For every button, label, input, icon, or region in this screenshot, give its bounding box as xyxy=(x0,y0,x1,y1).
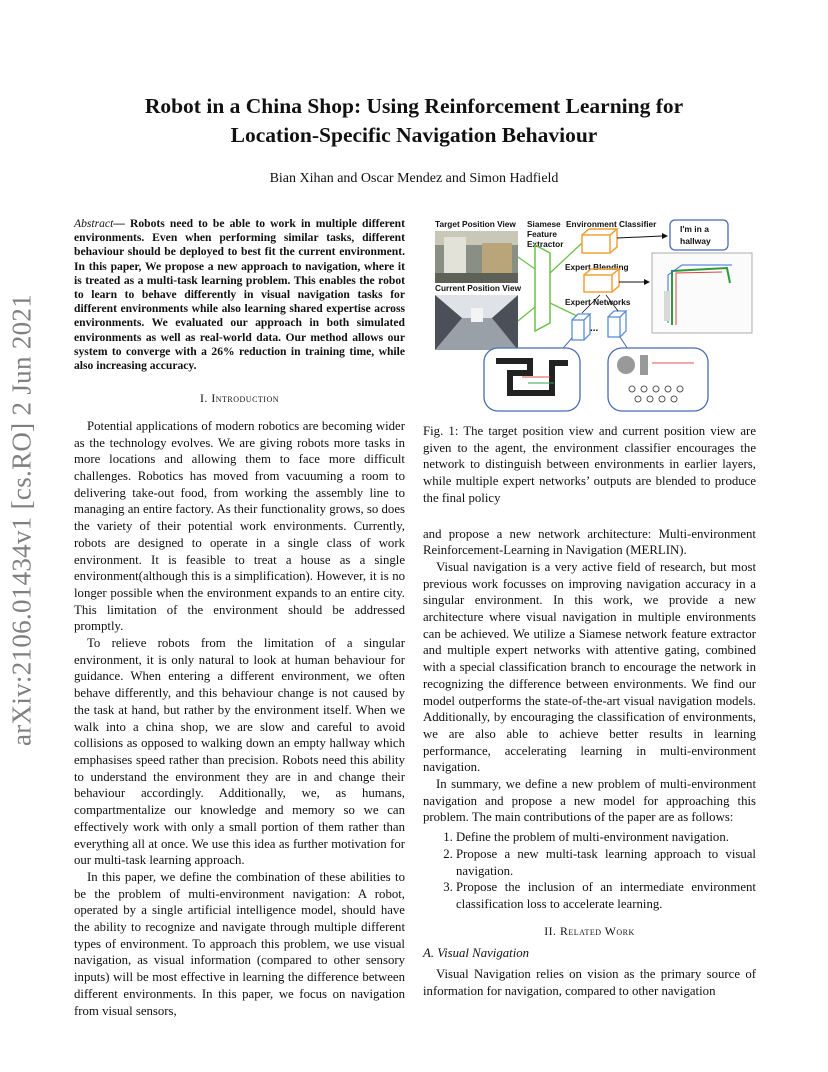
architecture-diagram xyxy=(432,213,754,413)
paragraph-continuation: and propose a new network architecture: Multi-environment Reinforcement-Learning in Navigation (MERLIN). xyxy=(423,526,756,558)
floorplan-env-1 xyxy=(484,348,580,411)
expert-blending-label: Expert Blending xyxy=(565,262,629,272)
abstract-text: — Robots need to be able to work in multiple different environments. Even when performing similar tasks, different behaviour should be deployed to best fit the current environment. In this paper, We propose a new approach to navigation, where it is treated as a multi-task learning problem. This enables the robot to learn to behave differently in visual navigation tasks for different environments while also learning shared expertise across environments. We evaluated our approach in both simulated environments as well as real-world data. Our method allows our system to converge with a 26% reduction in training time, while also increasing accuracy. xyxy=(74,217,405,373)
title-line-2: Location-Specific Navigation Behaviour xyxy=(230,123,598,147)
authors: Bian Xihan and Oscar Mendez and Simon Hadfield xyxy=(269,171,559,186)
siamese-extractor-shape xyxy=(535,245,550,331)
expert-networks-block xyxy=(572,311,626,340)
intro-paragraph: Potential applications of modern robotics are becoming wider as the technology evolves. We are giving robots more tasks in more locations and allowing them to face more difficult challenges. Robotics has moved from vacuuming a room to delivering take-out food, from working the assembly line to managing an entire factory. As their functionality grows, so does the variety of their potential work environments. Currently, robots are designed to operate in a single class of work environment. It is feasible to treat a house as a single environment(although this is a simplification). However, it is no longer possible when the environment expands to an entire city. This limitation of the environment should be addressed promptly. xyxy=(74,418,405,634)
contributions-list xyxy=(423,829,756,913)
target-view-label: Target Position View xyxy=(435,219,516,229)
ellipsis: ... xyxy=(590,323,599,334)
current-view-label: Current Position View xyxy=(435,283,522,293)
paragraph: Visual Navigation relies on vision as the primary source of information for navigation, compared to other navigation xyxy=(423,967,756,998)
paper-title xyxy=(90,92,738,150)
svg-text:hallway: hallway xyxy=(680,236,711,246)
figure-caption: Fig. 1: The target position view and current position view are given to the agent, the environment classifier encourages the network to distinguish between environments in earlier layers, while multiple expert networks’ outputs are blended to produce the final policy xyxy=(423,424,756,505)
left-column xyxy=(74,217,405,1019)
current-view-photo xyxy=(435,295,518,350)
figure-1 xyxy=(432,213,754,413)
siamese-label: Siamese xyxy=(527,219,561,229)
speech-bubble xyxy=(670,220,728,250)
expert-networks-label: Expert Networks xyxy=(565,297,631,307)
environment-classifier-block xyxy=(582,229,617,253)
trajectory-map xyxy=(652,253,752,333)
arxiv-stamp-text: arXiv:2106.01434v1 [cs.RO] 2 Jun 2021 xyxy=(6,293,37,747)
section-heading-related-work: II. Related Work xyxy=(544,923,635,938)
svg-text:Extractor: Extractor xyxy=(527,239,564,249)
svg-text:Feature: Feature xyxy=(527,229,557,239)
paragraph: In summary, we define a new problem of multi-environment navigation and propose a new model for approaching this problem. The main contributions of the paper are as follows: xyxy=(423,777,756,825)
list-item: 3. Propose the inclusion of an intermediate environment classification loss to accelerate learning. xyxy=(456,879,756,912)
env-classifier-label: Environment Classifier xyxy=(566,219,657,229)
abstract-label: Abstract xyxy=(74,217,114,230)
list-item: 1. Define the problem of multi-environment navigation. xyxy=(456,829,756,846)
intro-paragraph: In this paper, we define the combination of these abilities to be the problem of multi-environment navigation: A robot, operated by a single artificial intelligence model, should have the ability to recognize and navigate through multiple different types of environment. To approach this problem, we use visual navigation, as visual information (compared to other sensory inputs) will be most effective in learning the difference between different environments. In this paper, we focus on navigation from visual sensors, xyxy=(74,869,405,1018)
target-view-photo xyxy=(435,231,518,283)
subsection-heading-visual-navigation: A. Visual Navigation xyxy=(423,946,530,961)
arxiv-stamp xyxy=(0,270,44,770)
paragraph: Visual navigation is a very active field of research, but most previous work focusses on improving navigation accuracy in a singular environment. In this work, we provide a new architecture where visual navigation in multiple environments can be achieved. We utilize a Siamese network feature extractor and multiple expert networks with attentive gating, combined with a special classification branch to encourage the network in recognizing the difference between environments. We find our model outperforms the state-of-the-art visual navigation models. Additionally, by encouraging the classification of environments, we are also able to achieve better results in learning performance, accelerating learning in multi-environment navigation. xyxy=(423,559,756,775)
section-heading-introduction: I. Introduction xyxy=(199,391,280,406)
abstract xyxy=(74,217,405,373)
svg-text:I'm in a: I'm in a xyxy=(680,224,709,234)
right-column xyxy=(423,423,756,1000)
expert-blending-block xyxy=(584,269,619,292)
intro-paragraph: To relieve robots from the limitation of a singular environment, it is only natural to look at human behaviour for guidance. When entering a different environment, we often behave differently, and this behaviour change is not caused by the task at hand, but rather by the environment itself. When we walk into a china shop, we are slow and careful to avoid collisions as opposed to walking down an empty hallway which emphasises speed rather than precision. Robots need this ability to understand the environment they are in and change their behaviour accordingly. Additionally, we, as humans, compartmentalize our knowledge and memory so we can effectively work with only a small portion of them rather than everything all at once. We use this idea as further motivation for our multi-task learning approach. xyxy=(74,636,405,868)
floorplan-env-2 xyxy=(608,348,708,411)
title-line-1: Robot in a China Shop: Using Reinforcement Learning for xyxy=(144,94,684,118)
list-item: 2. Propose a new multi-task learning approach to visual navigation. xyxy=(456,846,756,879)
